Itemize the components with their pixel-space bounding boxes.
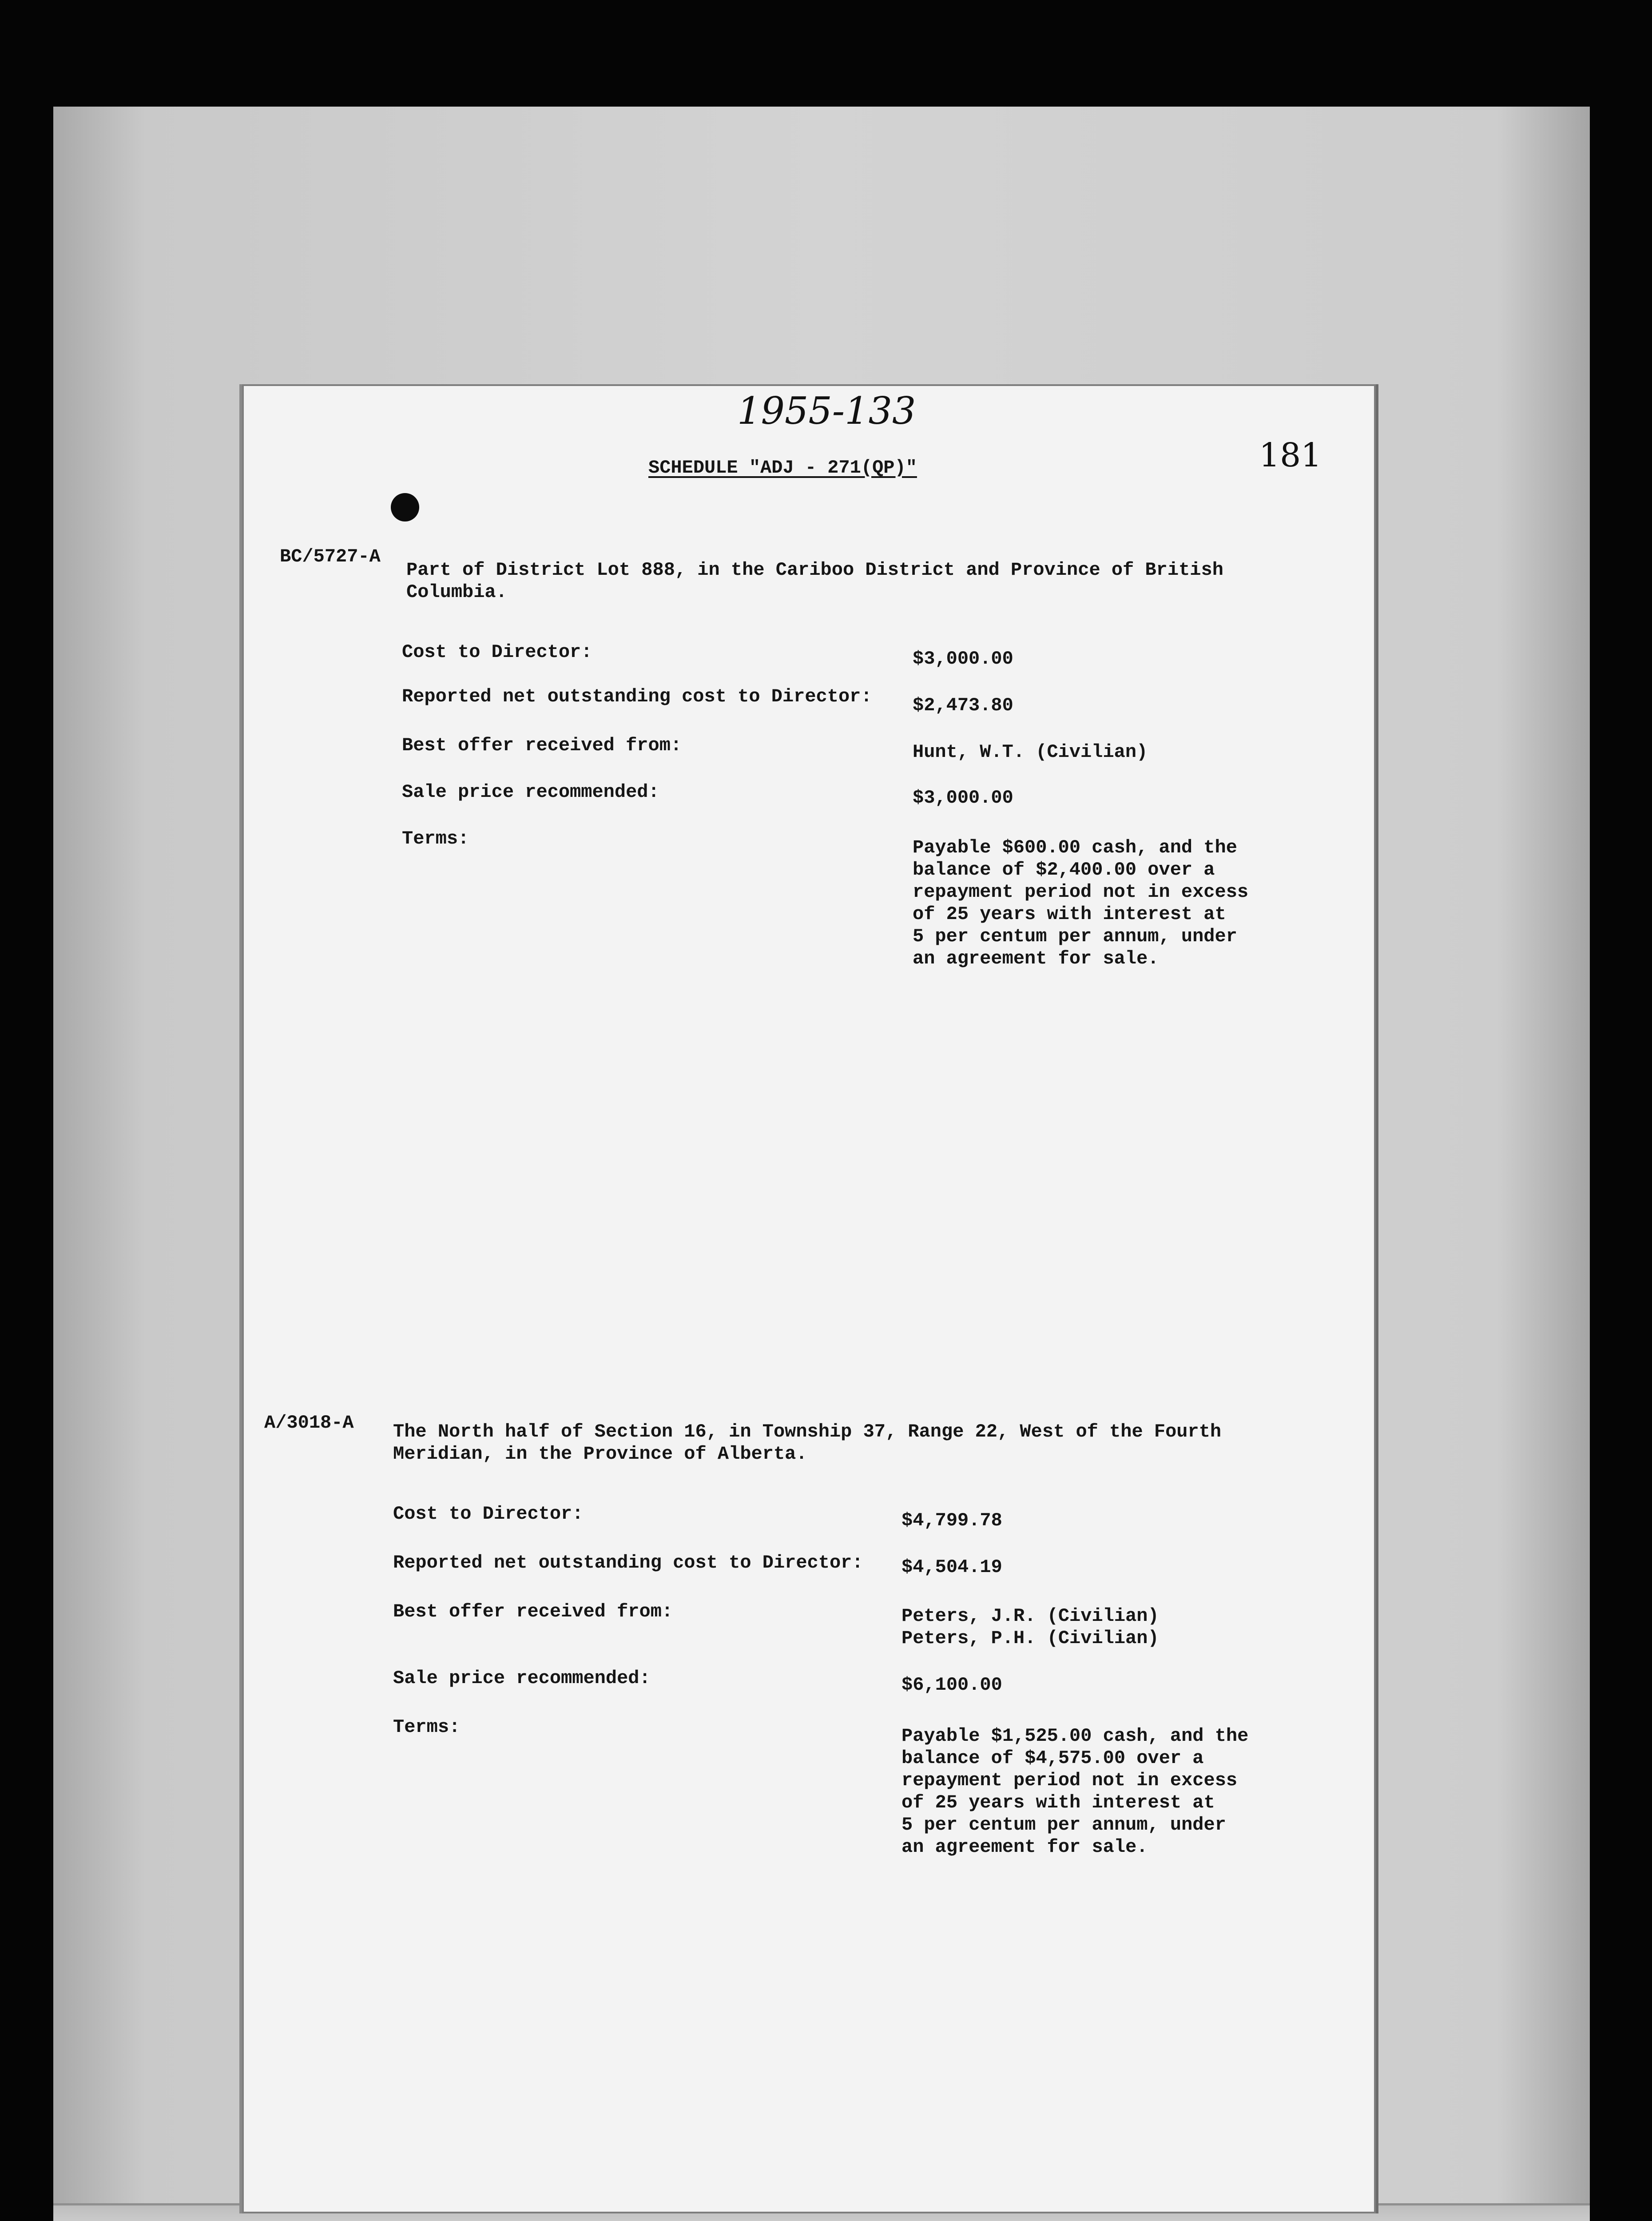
entry-1-price-label: Sale price recommended: [402, 781, 659, 803]
entry-1-terms-line: 5 per centum per annum, under [913, 926, 1237, 947]
entry-2-offer-value: Peters, J.R. (Civilian) [901, 1605, 1159, 1627]
entry-2-terms-line: balance of $4,575.00 over a [901, 1747, 1204, 1769]
entry-2-terms-line: an agreement for sale. [901, 1836, 1148, 1858]
entry-2-terms-line: Payable $1,525.00 cash, and the [901, 1725, 1249, 1747]
entry-2-cost-label: Cost to Director: [393, 1503, 584, 1524]
entry-2-terms-line: of 25 years with interest at [901, 1792, 1215, 1813]
entry-2-net-value: $4,504.19 [901, 1556, 1002, 1578]
entry-1-terms-line: Payable $600.00 cash, and the [913, 837, 1237, 858]
entry-1-terms-line: of 25 years with interest at [913, 904, 1226, 925]
entry-2-description-line2: Meridian, in the Province of Alberta. [393, 1443, 807, 1465]
handwritten-reference: 1955-133 [737, 389, 916, 433]
entry-1-description-line2: Columbia. [406, 581, 507, 603]
entry-2-price-value: $6,100.00 [901, 1674, 1002, 1696]
entry-2-terms-line: repayment period not in excess [901, 1770, 1238, 1791]
punch-hole [391, 493, 419, 521]
entry-2-terms-label: Terms: [393, 1716, 461, 1738]
schedule-title: SCHEDULE "ADJ - 271(QP)" [648, 457, 917, 478]
page-number: 181 [1259, 436, 1322, 474]
entry-2-offer-label: Best offer received from: [393, 1601, 673, 1622]
entry-1-description-line1: Part of District Lot 888, in the Cariboo District and Province of British [406, 559, 1223, 581]
entry-1-cost-value: $3,000.00 [913, 648, 1013, 669]
entry-1-cost-label: Cost to Director: [402, 641, 592, 663]
entry-2-file-number: A/3018-A [264, 1412, 354, 1433]
entry-1-terms-line: repayment period not in excess [913, 881, 1249, 903]
entry-2-description-line1: The North half of Section 16, in Township 37, Range 22, West of the Fourth [393, 1421, 1222, 1442]
entry-2-terms-line: 5 per centum per annum, under [901, 1814, 1226, 1835]
entry-1-offer-value: Hunt, W.T. (Civilian) [913, 741, 1148, 763]
entry-1-net-value: $2,473.80 [913, 695, 1013, 716]
entry-1-offer-label: Best offer received from: [402, 735, 682, 756]
entry-1-price-value: $3,000.00 [913, 787, 1013, 808]
entry-2-cost-value: $4,799.78 [901, 1510, 1002, 1531]
entry-1-net-label: Reported net outstanding cost to Director: [402, 686, 872, 707]
entry-2-offer-value: Peters, P.H. (Civilian) [901, 1628, 1159, 1649]
entry-2-net-label: Reported net outstanding cost to Director: [393, 1552, 863, 1573]
entry-2-price-label: Sale price recommended: [393, 1668, 651, 1689]
entry-1-terms-line: an agreement for sale. [913, 948, 1159, 969]
entry-1-terms-line: balance of $2,400.00 over a [913, 859, 1215, 880]
entry-1-file-number: BC/5727-A [280, 546, 381, 567]
entry-1-terms-label: Terms: [402, 828, 469, 849]
